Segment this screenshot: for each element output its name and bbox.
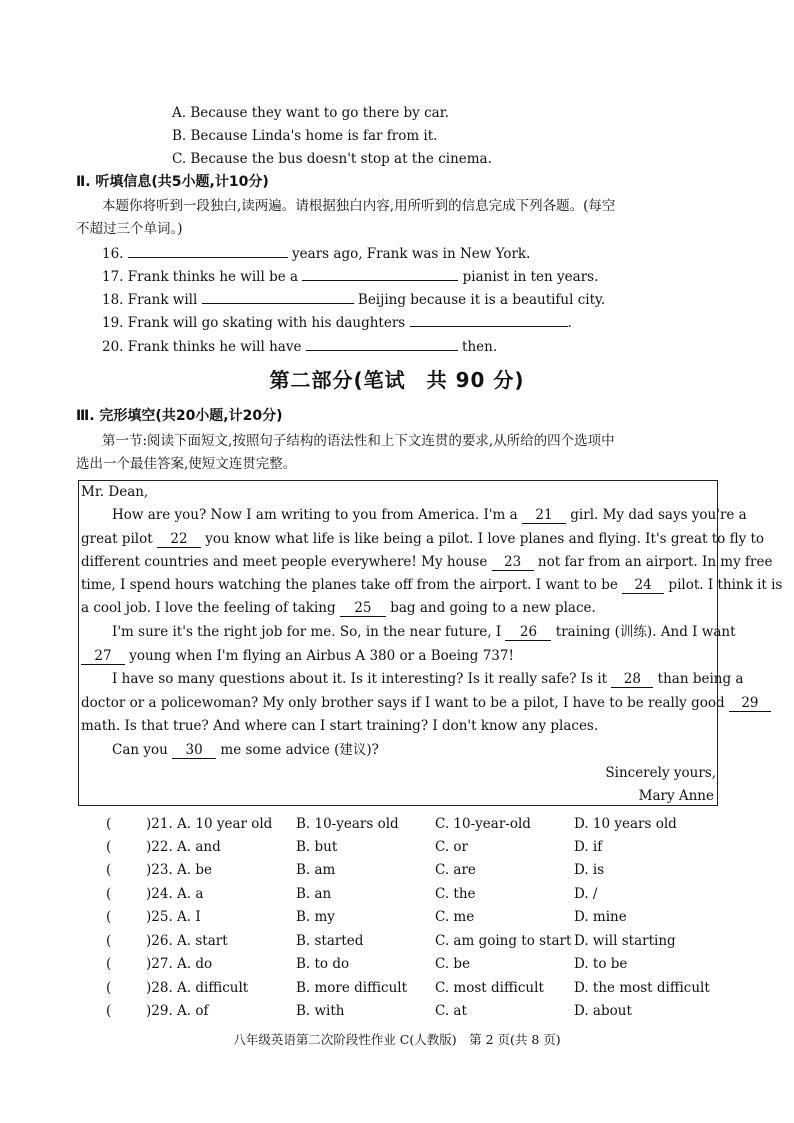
passage-line-8 — [112, 669, 743, 689]
question-row-29 — [0, 1001, 794, 1021]
passage-text: a cool job. I love the feeling of taking — [81, 600, 340, 616]
passage-text: time, I spend hours watching the planes take off from the airport. I want to be — [81, 577, 623, 593]
fill-item-17 — [102, 266, 598, 287]
fill-item-19 — [102, 312, 572, 333]
question-row-24 — [0, 884, 794, 904]
passage-signature: Mary Anne — [638, 788, 714, 804]
section-3-title: Ⅲ. 完形填空(共20小题,计20分) — [76, 408, 283, 424]
passage-text: bag and going to a new place. — [385, 600, 596, 616]
passage-closing: Sincerely yours, — [605, 765, 716, 781]
answer-paren[interactable]: ( — [106, 980, 112, 996]
question-row-26 — [0, 931, 794, 951]
q15-option-a: A. Because they want to go there by car. — [172, 105, 449, 121]
answer-paren[interactable]: ( — [106, 816, 112, 832]
passage-line-1 — [112, 505, 747, 525]
gap-21[interactable]: 21 — [522, 507, 566, 524]
answer-paren[interactable]: ( — [106, 1003, 112, 1019]
passage-line-7 — [81, 646, 514, 666]
option-b: B. more difficult — [296, 980, 408, 996]
option-b: B. an — [296, 886, 332, 902]
answer-blank-17[interactable] — [302, 266, 458, 281]
option-a: )26. A. start — [146, 933, 228, 949]
option-b: B. with — [296, 1003, 345, 1019]
option-a: )23. A. be — [146, 862, 212, 878]
fill-item-16 — [102, 243, 530, 264]
passage-text: me some advice (建议)? — [216, 742, 379, 758]
q15-option-b: B. Because Linda's home is far from it. — [172, 128, 438, 144]
gap-25[interactable]: 25 — [340, 600, 386, 617]
answer-blank-19[interactable] — [410, 312, 568, 327]
option-b: B. but — [296, 839, 338, 855]
passage-text: than being a — [653, 671, 744, 687]
passage-text: Can you — [112, 742, 173, 758]
option-c: C. are — [435, 862, 476, 878]
option-c: C. the — [435, 886, 476, 902]
gap-24[interactable]: 24 — [622, 577, 664, 594]
question-row-27 — [0, 954, 794, 974]
answer-blank-20[interactable] — [306, 336, 458, 351]
fill-item-16-before: 16. — [102, 246, 128, 262]
passage-salutation: Mr. Dean, — [81, 484, 149, 500]
passage-text: I'm sure it's the right job for me. So, in the near future, I — [112, 624, 506, 640]
passage-text: math. Is that true? And where can I start training? I don't know any places. — [81, 718, 599, 734]
option-d: D. / — [574, 886, 598, 902]
gap-28[interactable]: 28 — [611, 671, 653, 688]
option-d: D. to be — [574, 956, 628, 972]
option-d: D. is — [574, 862, 605, 878]
option-a: )27. A. do — [146, 956, 213, 972]
section-2-instruction-2: 不超过三个单词。) — [76, 221, 183, 237]
option-b: B. am — [296, 862, 336, 878]
option-d: D. the most difficult — [574, 980, 710, 996]
option-c: C. 10-year-old — [435, 816, 531, 832]
fill-item-20-after: then. — [457, 339, 498, 355]
fill-item-19-after: . — [567, 315, 572, 331]
passage-text: pilot. I think it is — [664, 577, 783, 593]
gap-22[interactable]: 22 — [157, 531, 201, 548]
option-d: D. will starting — [574, 933, 676, 949]
section-2-title: Ⅱ. 听填信息(共5小题,计10分) — [76, 174, 269, 190]
passage-text: you know what life is like being a pilot. I love planes and flying. It's great to fly to — [200, 531, 765, 547]
fill-item-17-after: pianist in ten years. — [458, 269, 599, 285]
q15-option-c: C. Because the bus doesn't stop at the cinema. — [172, 151, 492, 167]
option-c: C. me — [435, 909, 475, 925]
option-b: B. to do — [296, 956, 350, 972]
option-b: B. 10-years old — [296, 816, 399, 832]
option-d: D. if — [574, 839, 603, 855]
answer-paren[interactable]: ( — [106, 909, 112, 925]
option-b: B. started — [296, 933, 364, 949]
passage-text: I have so many questions about it. Is it interesting? Is it really safe? Is it — [112, 671, 612, 687]
section-3-instruction-2: 选出一个最佳答案,使短文连贯完整。 — [76, 456, 297, 472]
question-row-22 — [0, 837, 794, 857]
passage-text: girl. My dad says you're a — [566, 507, 747, 523]
passage-text: training (训练). And I want — [551, 624, 736, 640]
option-c: C. or — [435, 839, 469, 855]
option-b: B. my — [296, 909, 335, 925]
part-2-title: 第二部分(笔试 共 90 分) — [269, 368, 525, 392]
passage-text: different countries and meet people everywhere! My house — [81, 554, 492, 570]
answer-blank-18[interactable] — [202, 289, 354, 304]
passage-text: great pilot — [81, 531, 157, 547]
question-row-28 — [0, 978, 794, 998]
option-c: C. at — [435, 1003, 467, 1019]
passage-text: young when I'm flying an Airbus A 380 or a Boeing 737! — [125, 648, 514, 664]
fill-item-20 — [102, 336, 497, 357]
option-a: )28. A. difficult — [146, 980, 249, 996]
gap-23[interactable]: 23 — [492, 554, 534, 571]
gap-29[interactable]: 29 — [729, 695, 771, 712]
question-row-23 — [0, 860, 794, 880]
passage-line-4 — [81, 575, 782, 595]
passage-line-10 — [81, 716, 598, 736]
fill-item-16-after: years ago, Frank was in New York. — [287, 246, 531, 262]
fill-item-18 — [102, 289, 605, 310]
section-3-instruction-1: 第一节:阅读下面短文,按照句子结构的语法性和上下文连贯的要求,从所给的四个选项中 — [102, 433, 615, 449]
fill-item-19-before: 19. Frank will go skating with his daughters — [102, 315, 410, 331]
passage-text: doctor or a policewoman? My only brother says if I want to be a pilot, I have to be really good — [81, 695, 729, 711]
answer-paren[interactable]: ( — [106, 862, 112, 878]
fill-item-17-before: 17. Frank thinks he will be a — [102, 269, 303, 285]
answer-paren[interactable]: ( — [106, 886, 112, 902]
passage-line-2 — [81, 529, 764, 549]
passage-text: How are you? Now I am writing to you from America. I'm a — [112, 507, 522, 523]
question-row-21 — [0, 814, 794, 834]
page-footer: 八年级英语第二次阶段性作业 C(人教版) 第 2 页(共 8 页) — [233, 1032, 561, 1047]
option-c: C. am going to start — [435, 933, 572, 949]
answer-paren[interactable]: ( — [106, 956, 112, 972]
option-a: )24. A. a — [146, 886, 204, 902]
fill-item-18-before: 18. Frank will — [102, 292, 202, 308]
answer-blank-16[interactable] — [128, 243, 288, 258]
section-2-instruction-1: 本题你将听到一段独白,读两遍。请根据独白内容,用所听到的信息完成下列各题。(每空 — [102, 198, 616, 214]
option-c: C. be — [435, 956, 471, 972]
question-row-25 — [0, 907, 794, 927]
gap-30[interactable]: 30 — [172, 742, 216, 759]
option-c: C. most difficult — [435, 980, 544, 996]
passage-line-5 — [81, 598, 596, 618]
fill-item-20-before: 20. Frank thinks he will have — [102, 339, 306, 355]
fill-item-18-after: Beijing because it is a beautiful city. — [353, 292, 606, 308]
answer-paren[interactable]: ( — [106, 933, 112, 949]
passage-line-9 — [81, 693, 771, 713]
option-d: D. 10 years old — [574, 816, 677, 832]
option-a: )25. A. I — [146, 909, 201, 925]
answer-paren[interactable]: ( — [106, 839, 112, 855]
option-d: D. about — [574, 1003, 632, 1019]
passage-text: not far from an airport. In my free — [533, 554, 773, 570]
gap-27[interactable]: 27 — [81, 648, 125, 665]
gap-26[interactable]: 26 — [505, 624, 551, 641]
passage-line-11 — [112, 740, 379, 760]
option-a: )29. A. of — [146, 1003, 209, 1019]
option-d: D. mine — [574, 909, 627, 925]
passage-line-3 — [81, 552, 772, 572]
option-a: )21. A. 10 year old — [146, 816, 273, 832]
option-a: )22. A. and — [146, 839, 221, 855]
passage-line-6 — [112, 622, 736, 642]
